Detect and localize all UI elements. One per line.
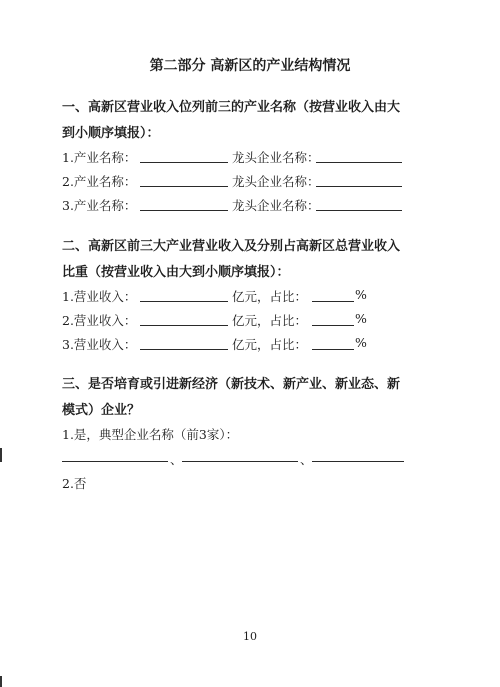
q2-row-1-label: 1.营业收入：	[62, 289, 137, 304]
scan-edge-mark	[0, 676, 2, 687]
q2-row-1-percent-blank[interactable]	[312, 301, 354, 302]
q2-row-2-label: 2.营业收入：	[62, 313, 137, 328]
q2-row-1-percent-sign: %	[355, 287, 367, 302]
q3-company-3-blank[interactable]	[312, 461, 404, 462]
q2-row-2-revenue-blank[interactable]	[140, 325, 228, 326]
q2-row-1-unit-label: 亿元，占比：	[232, 289, 308, 304]
q1-row-3-label: 3.产业名称：	[62, 198, 137, 213]
q3-no-option: 2.否	[62, 476, 87, 491]
q2-heading-line2: 比重（按营业收入由大到小顺序填报）：	[62, 265, 290, 280]
page-number: 10	[243, 630, 257, 643]
q2-heading-line1: 二、高新区前三大产业营业收入及分别占高新区总营业收入	[62, 239, 401, 254]
q1-row-2-label: 2.产业名称：	[62, 174, 137, 189]
q3-heading-line2: 模式）企业？	[62, 403, 141, 418]
q3-yes-option: 1.是，典型企业名称（前3家）：	[62, 427, 239, 442]
q1-row-1-industry-blank[interactable]	[140, 162, 228, 163]
q3-heading-line1: 三、是否培育或引进新经济（新技术、新产业、新业态、新	[62, 377, 401, 392]
q1-row-3-company-blank[interactable]	[316, 210, 402, 211]
q2-row-2-percent-blank[interactable]	[312, 325, 354, 326]
q2-row-2-unit-label: 亿元，占比：	[232, 313, 308, 328]
q1-row-2-lead-label: 龙头企业名称：	[232, 174, 320, 189]
q2-row-3-revenue-blank[interactable]	[140, 349, 228, 350]
q1-row-1-lead-label: 龙头企业名称：	[232, 150, 320, 165]
q2-row-2-percent-sign: %	[355, 311, 367, 326]
q1-row-2-company-blank[interactable]	[316, 186, 402, 187]
q2-row-3-label: 3.营业收入：	[62, 337, 137, 352]
q1-row-3-lead-label: 龙头企业名称：	[232, 198, 320, 213]
page-title: 第二部分 高新区的产业结构情况	[149, 58, 351, 74]
q1-row-2-industry-blank[interactable]	[140, 186, 228, 187]
q1-heading-line1: 一、高新区营业收入位列前三的产业名称（按营业收入由大	[62, 100, 401, 115]
q3-separator-1: 、	[170, 452, 183, 467]
q2-row-3-unit-label: 亿元，占比：	[232, 337, 308, 352]
q2-row-3-percent-blank[interactable]	[312, 349, 354, 350]
q1-heading-line2: 到小顺序填报）：	[62, 126, 160, 141]
q3-company-2-blank[interactable]	[182, 461, 298, 462]
scan-edge-mark	[0, 448, 2, 462]
q2-row-1-revenue-blank[interactable]	[140, 301, 228, 302]
q1-row-1-label: 1.产业名称：	[62, 150, 137, 165]
q3-company-1-blank[interactable]	[62, 461, 168, 462]
q2-row-3-percent-sign: %	[355, 335, 367, 350]
q3-separator-2: 、	[300, 452, 313, 467]
q1-row-3-industry-blank[interactable]	[140, 210, 228, 211]
q1-row-1-company-blank[interactable]	[316, 162, 402, 163]
